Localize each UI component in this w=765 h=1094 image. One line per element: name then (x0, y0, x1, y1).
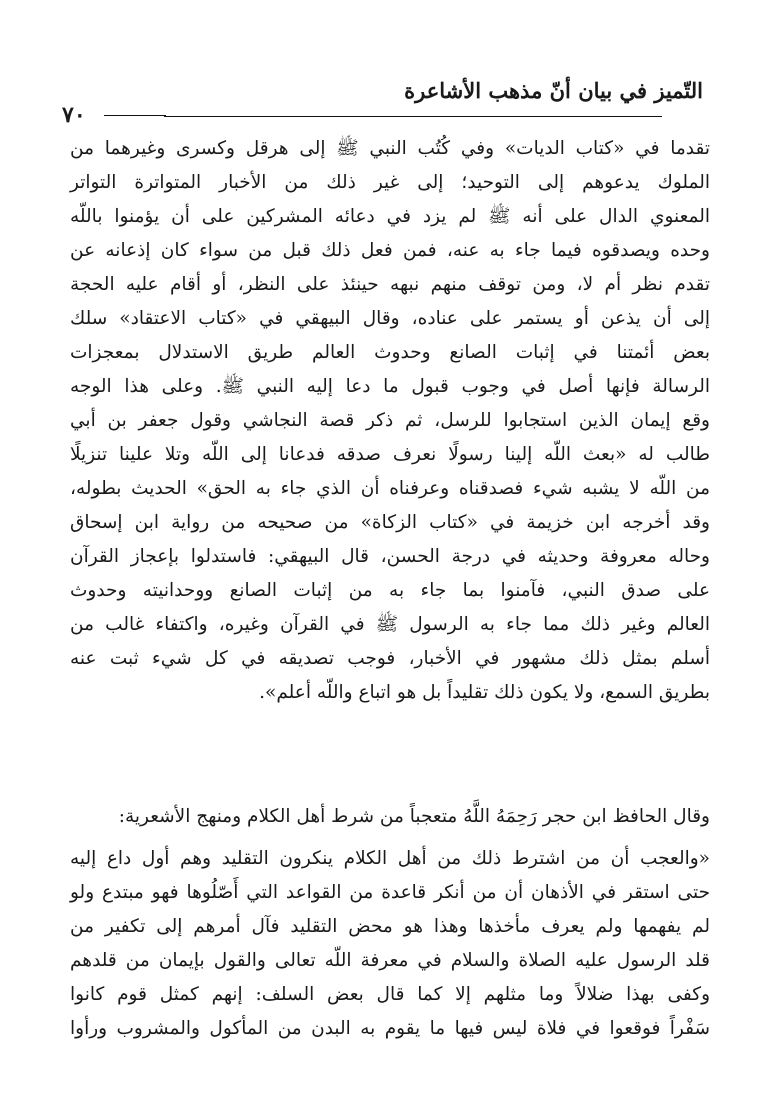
text-line: المعنوي الدال على أنه ﷺ لم يزد في دعائه المشركين على أن يؤمنوا باللّه (70, 206, 710, 227)
text-line: من اللّه لا يشبه شيء فصدقناه وعرفناه أن الذي جاء به الحق» الحديث بطوله، (70, 478, 710, 499)
text-line: الملوك يدعوهم إلى التوحيد؛ إلى غير ذلك من الأخبار المتواترة التواتر (70, 172, 710, 193)
text-line: طالب له «بعث اللّه إلينا رسولًا نعرف صدقه فدعانا إلى اللّه وتلا علينا تنزيلًا (70, 444, 710, 465)
text-line: تقدما في «كتاب الديات» وفي كُتُب النبي ﷺ إلى هرقل وكسرى وغيرهما من (70, 138, 710, 159)
quote-line: حتى استقر في الأذهان أن من أنكر قاعدة من القواعد التي أَصّلُوها فهو مبتدع ولو (70, 882, 710, 903)
page-number: ٧٠ (62, 102, 86, 128)
quote-line: سَفْراً فوقعوا في فلاة ليس فيها ما يقوم به البدن من المأكول والمشروب ورأوا (70, 1018, 710, 1039)
quote-line: قلد الرسول عليه الصلاة والسلام في معرفة اللّه تعالى والقول بإيمان من قلدهم (70, 950, 710, 971)
main-text (70, 132, 710, 710)
text-line: أسلم بمثل ذلك مشهور في الأخبار، فوجب تصديقه في كل شيء ثبت عنه (70, 648, 710, 669)
text-line: وحاله معروفة وحديثه في درجة الحسن، قال البيهقي: فاستدلوا بإعجاز القرآن (70, 546, 710, 567)
page-number-dash (104, 115, 166, 116)
text-line: وقد أخرجه ابن خزيمة في «كتاب الزكاة» من صحيحه من رواية ابن إسحاق (70, 512, 710, 533)
text-line: إلى أن يذعن أو يستمر على عناده، وقال البيهقي في «كتاب الاعتقاد» سلك (70, 308, 710, 329)
quote-line: لم يفهمها ولم يعرف مأخذها وهذا هو محض التقليد فآل أمرهم إلى تكفير من (70, 916, 710, 937)
text-line: بطريق السمع، ولا يكون ذلك تقليداً بل هو اتباع واللّه أعلم». (259, 682, 710, 703)
quote-line: «والعجب أن من اشترط ذلك من أهل الكلام ينكرون التقليد وهم أول داع إليه (70, 848, 710, 869)
page-number-box (34, 100, 164, 130)
quoted-passage (70, 842, 710, 1046)
quote-intro: وقال الحافظ ابن حجر رَحِمَهُ اللَّهُ متعجباً من شرط أهل الكلام ومنهج الأشعرية: (118, 806, 710, 827)
text-line: وحده ويصدقوه فيما جاء به عنه، فمن فعل ذلك قبل من سواء كان إذعانه عن (70, 240, 710, 261)
running-title: التّميز في بيان أنّ مذهب الأشاعرة (404, 78, 703, 103)
text-line: الرسالة فإنها أصل في وجوب قبول ما دعا إليه النبي ﷺ. وعلى هذا الوجه (70, 376, 710, 397)
text-line: على صدق النبي، فآمنوا بما جاء به من إثبات الصانع ووحدانيته وحدوث (70, 580, 710, 601)
quote-line: وكفى بهذا ضلالاً وما مثلهم إلا كما قال بعض السلف: إنهم كمثل قوم كانوا (70, 984, 710, 1005)
text-line: تقدم نظر أم لا، ومن توقف منهم نبهه حينئذ على النظر، أو أقام عليه الحجة (70, 274, 710, 295)
text-line: وقع إيمان الذين استجابوا للرسل، ثم ذكر قصة النجاشي وقول جعفر بن أبي (70, 410, 710, 431)
text-line: العالم وغير ذلك مما جاء به الرسول ﷺ في القرآن وغيره، واكتفاء غالب من (70, 614, 710, 635)
text-line: بعض أئمتنا في إثبات الصانع وحدوث العالم طريق الاستدلال بمعجزات (70, 342, 710, 363)
